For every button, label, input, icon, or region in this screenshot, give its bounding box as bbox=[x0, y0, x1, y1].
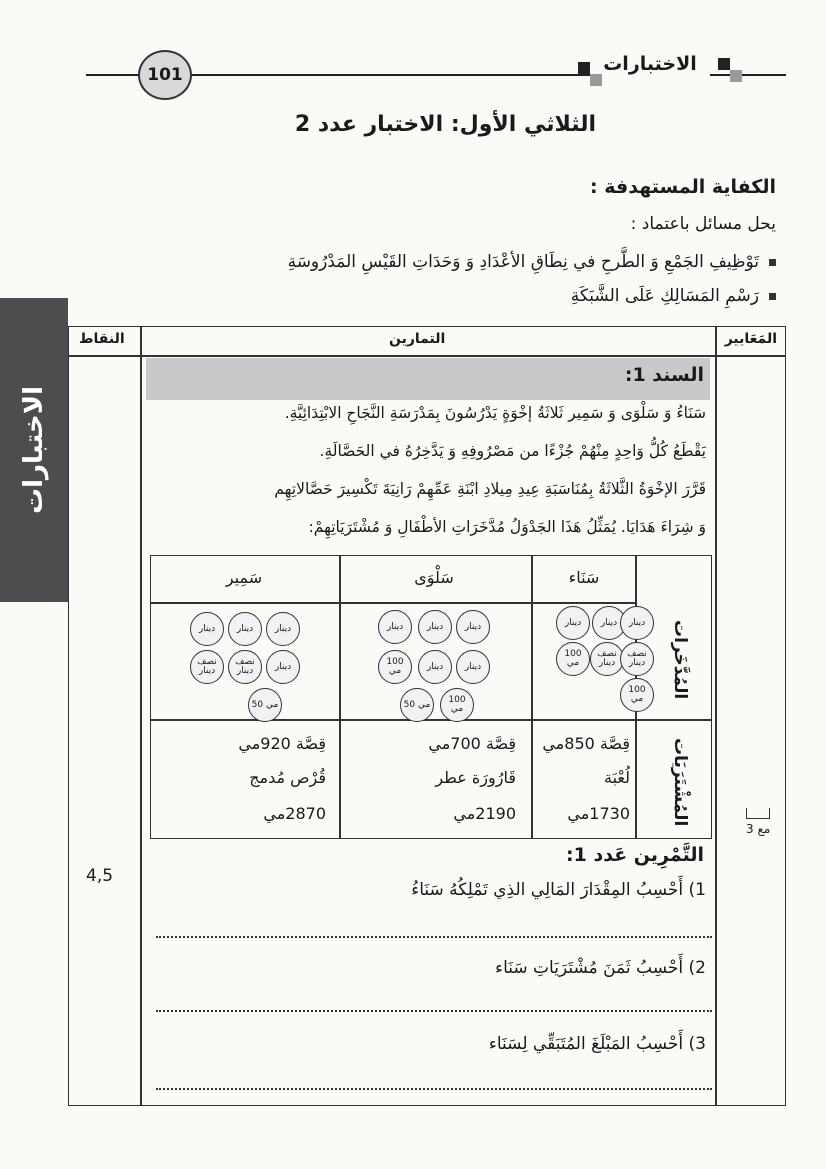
table-column-divider bbox=[339, 556, 341, 838]
row-label-savings: المُدَّخَرات bbox=[670, 620, 690, 700]
coin-half-dinar-icon: نصف دينار bbox=[590, 642, 624, 676]
coin-50-icon: 50 مي bbox=[400, 688, 434, 722]
competency-intro: يحل مسائل باعتماد : bbox=[630, 214, 776, 234]
criteria-box bbox=[746, 808, 770, 819]
sanad-line: قَرَّرَ الإخْوَةُ الثَّلاثَةُ بِمُنَاسَبَةِ عِيدِ مِيلادِ ابْنَةِ عَمِّهِمْ رَانِيَةَ تَكْسِيرَ حَصَّالاتِهِم bbox=[274, 480, 706, 498]
header-square-icon bbox=[730, 70, 742, 82]
coin-dinar-icon: دينار bbox=[266, 612, 300, 646]
purchase-item: قِصَّة 700مي bbox=[428, 734, 516, 753]
sanad-line: وَ شِرَاءَ هَدَايَا. يُمَثِّلُ هَذَا الجَدْوَلُ مُدَّخَرَاتِ الأطْفَالِ وَ مُشْتَرَيَاتِهِمْ: bbox=[308, 518, 706, 536]
coin-dinar-icon: دينار bbox=[418, 650, 452, 684]
criteria-label: مع 3 bbox=[746, 822, 771, 836]
question-2: 2) أَحْسِبُ ثَمَنَ مُشْتَرَيَاتِ سَنَاء bbox=[495, 958, 706, 978]
question-3: 3) أَحْسِبُ المَبْلَغَ المُتَبَقِّي لِسَنَاء bbox=[488, 1034, 706, 1054]
purchase-item: قَارُورَة عطر bbox=[435, 768, 516, 787]
exercise-points: 4,5 bbox=[86, 866, 114, 886]
points-header: النقاط bbox=[79, 331, 125, 347]
header-square-icon bbox=[590, 74, 602, 86]
bullet-icon bbox=[769, 293, 776, 300]
sanad-line: يَقْطَعُ كُلُّ وَاحِدٍ مِنْهُمْ جُزْءًا من مَصْرُوفِهِ وَ يَدَّخِرُهُ في الحَصَّالَةِ. bbox=[319, 442, 706, 460]
side-tab bbox=[0, 298, 68, 602]
purchase-item: قُرْص مُدمج bbox=[249, 768, 326, 787]
purchase-total: 2190مي bbox=[453, 804, 516, 823]
coin-half-dinar-icon: نصف دينار bbox=[190, 650, 224, 684]
answer-line-3[interactable] bbox=[156, 1088, 712, 1090]
coin-dinar-icon: دينار bbox=[620, 606, 654, 640]
coin-dinar-icon: دينار bbox=[190, 612, 224, 646]
coin-dinar-icon: دينار bbox=[456, 610, 490, 644]
coin-50-icon: 50 مي bbox=[248, 688, 282, 722]
competency-heading: الكفاية المستهدفة : bbox=[590, 176, 776, 198]
answer-line-2[interactable] bbox=[156, 1010, 712, 1012]
bullet-text: رَسْمِ المَسَالِكِ عَلَى الشَّبَكَةِ bbox=[570, 286, 759, 306]
coin-100-icon: 100 مي bbox=[556, 642, 590, 676]
coin-dinar-icon: دينار bbox=[378, 610, 412, 644]
purchase-item: قِصَّة 850مي bbox=[542, 734, 630, 753]
purchase-total: 2870مي bbox=[263, 804, 326, 823]
row-label-purchases: المُشْتَرَيَات bbox=[670, 738, 690, 827]
column-divider bbox=[140, 327, 142, 1105]
coin-half-dinar-icon: نصف دينار bbox=[620, 642, 654, 676]
coin-half-dinar-icon: نصف دينار bbox=[228, 650, 262, 684]
coin-dinar-icon: دينار bbox=[456, 650, 490, 684]
table-row-divider bbox=[151, 719, 711, 721]
section-title: الاختبارات bbox=[590, 48, 710, 80]
header-divider bbox=[69, 355, 785, 357]
competency-bullet bbox=[571, 286, 776, 306]
purchase-item: لُعْبَة bbox=[604, 768, 630, 787]
column-name-salwa: سَلْوَى bbox=[414, 568, 454, 587]
sanad-line: سَنَاءُ وَ سَلْوَى وَ سَمِير ثَلاثَةُ إخْوَةٍ يَدْرُسُونَ بِمَدْرَسَةِ النَّجَاحِ الابْتِدَائِيَّةِ. bbox=[284, 404, 706, 422]
coin-dinar-icon: دينار bbox=[556, 606, 590, 640]
page-title: الثلاثي الأول: الاختبار عدد 2 bbox=[294, 112, 596, 137]
purchase-total: 1730مي bbox=[567, 804, 630, 823]
question-1: 1) أَحْسِبُ المِقْدَارَ المَالِي الذِي تَمْلِكُهُ سَنَاءُ bbox=[411, 880, 706, 900]
coin-dinar-icon: دينار bbox=[228, 612, 262, 646]
column-divider bbox=[715, 327, 717, 1105]
coin-dinar-icon: دينار bbox=[418, 610, 452, 644]
header-square-icon bbox=[578, 62, 590, 74]
coin-dinar-icon: دينار bbox=[266, 650, 300, 684]
answer-line-1[interactable] bbox=[156, 936, 712, 938]
sanad-label: السند 1: bbox=[624, 364, 704, 386]
criteria-header: المَعَايير bbox=[724, 331, 777, 347]
exercises-header: التمارين bbox=[389, 331, 446, 347]
page-number: 101 bbox=[138, 50, 192, 100]
table-column-divider bbox=[531, 556, 533, 838]
coin-dinar-icon: دينار bbox=[592, 606, 626, 640]
header-square-icon bbox=[718, 58, 730, 70]
table-row-divider bbox=[151, 602, 635, 604]
column-name-sanaa: سَنَاء bbox=[568, 568, 600, 587]
bullet-icon bbox=[769, 259, 776, 266]
competency-bullet bbox=[288, 252, 776, 272]
column-name-samir: سَمِير bbox=[225, 568, 263, 587]
purchase-item: قِصَّة 920مي bbox=[238, 734, 326, 753]
bullet-text: تَوْظِيفِ الجَمْعِ وَ الطَّرحِ في نِطَاقِ الأعْدَادِ وَ وَحَدَاتِ القَيْسِ المَدْرُوسَةِ bbox=[287, 252, 759, 272]
coin-100-icon: 100 مي bbox=[620, 678, 654, 712]
coin-100-icon: 100 مي bbox=[440, 688, 474, 722]
exercise-heading: التَّمْرِين عَدد 1: bbox=[566, 844, 704, 866]
coin-100-icon: 100 مي bbox=[378, 650, 412, 684]
side-tab-label: الاختبارات bbox=[19, 385, 49, 514]
